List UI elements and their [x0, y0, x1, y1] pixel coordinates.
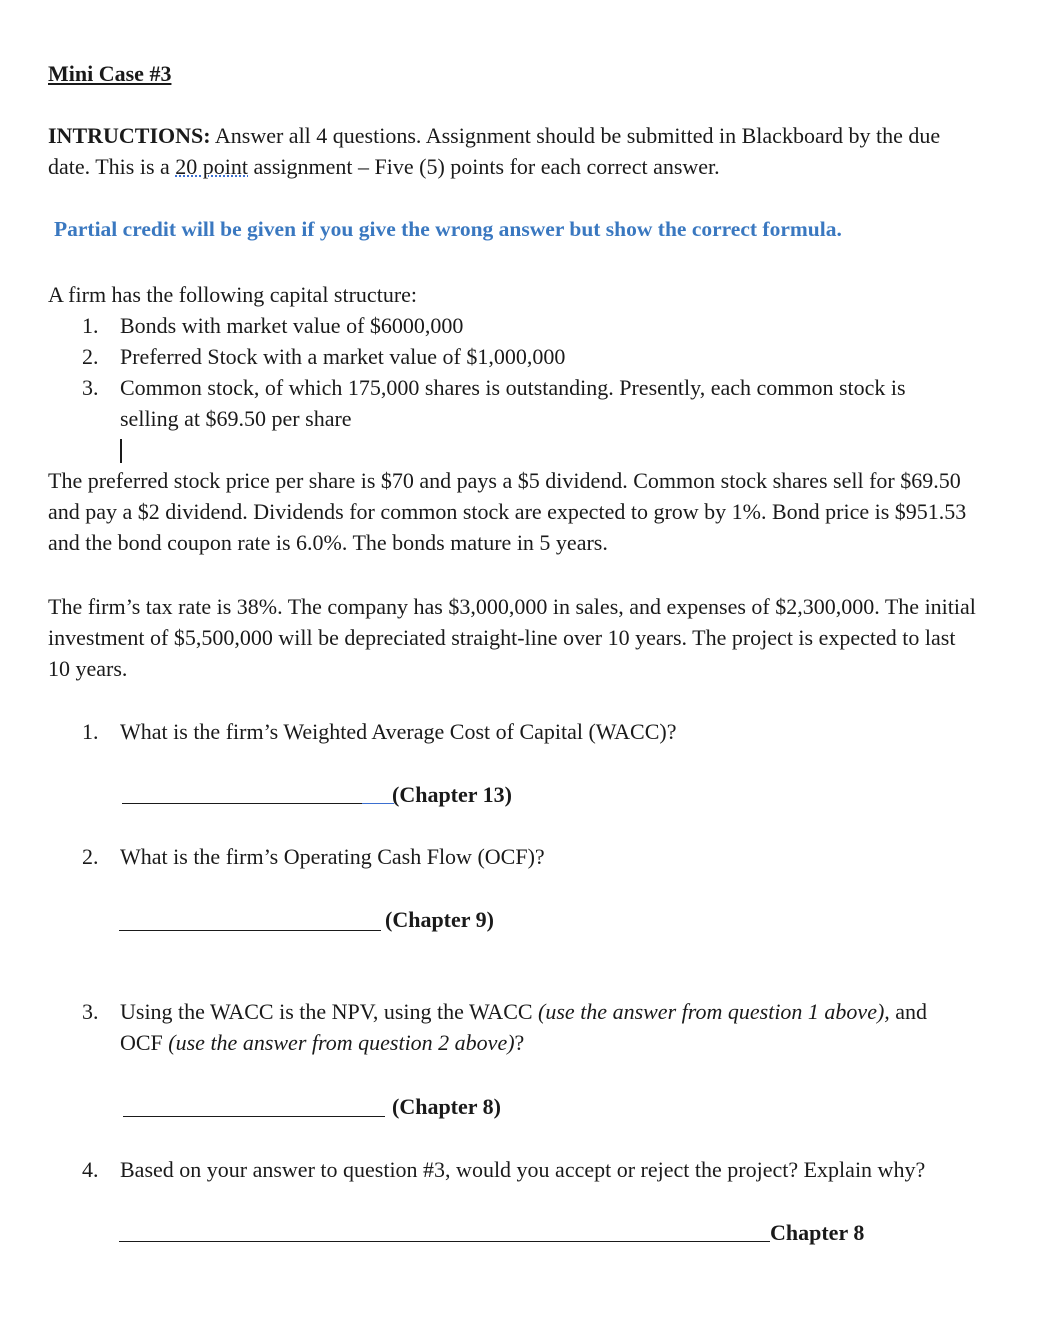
list-item: [82, 372, 950, 434]
list-item: [82, 310, 972, 341]
answer-blank-1-highlight: [362, 803, 394, 804]
question-text-2: and OCF: [120, 999, 928, 1055]
question-text: What is the firm’s Weighted Average Cost of Capital (WACC)?: [120, 719, 677, 744]
instructions-label: INTRUCTIONS:: [48, 123, 211, 148]
question-text-3: ?: [514, 1030, 525, 1055]
list-item-text: Preferred Stock with a market value of $1,000,000: [120, 344, 566, 369]
instructions-paragraph: [48, 120, 978, 182]
page-title: Mini Case #3: [48, 61, 172, 86]
question-1: [82, 716, 972, 747]
capital-structure-list: [82, 310, 972, 434]
list-number: 2.: [82, 344, 99, 369]
list-number: 3.: [82, 375, 99, 400]
chapter-ref-4: Chapter 8: [770, 1220, 865, 1245]
list-item-text: Bonds with market value of $6000,000: [120, 313, 464, 338]
answer-blank-4[interactable]: [119, 1241, 770, 1242]
question-number: 3.: [82, 999, 99, 1024]
answer-blank-2[interactable]: [119, 930, 381, 931]
chapter-ref-3: (Chapter 8): [392, 1094, 501, 1119]
question-text: Based on your answer to question #3, would you accept or reject the project? Explain why?: [120, 1157, 926, 1182]
point-value: 20 point: [175, 154, 249, 179]
answer-blank-3[interactable]: [123, 1116, 385, 1117]
question-3: [82, 996, 972, 1058]
question-hint-1: (use the answer from question 1 above),: [538, 999, 890, 1024]
question-4: [82, 1154, 972, 1185]
question-number: 1.: [82, 719, 99, 744]
project-paragraph: The firm’s tax rate is 38%. The company has $3,000,000 in sales, and expenses of $2,300,000. The initial investment of $5,500,000 will be depreciated straight-line over 10 years. The project is expected to last 10 years.: [48, 594, 976, 681]
text-cursor: [120, 439, 122, 463]
question-number: 4.: [82, 1157, 99, 1182]
list-number: 1.: [82, 313, 99, 338]
stock-bond-paragraph: The preferred stock price per share is $70 and pays a $5 dividend. Common stock shares sell for $69.50 and pay a $2 dividend. Dividends for common stock are expected to grow by 1%. Bond price is $951.53 and the bond coupon rate is 6.0%. The bonds mature in 5 years.: [48, 468, 967, 555]
answer-blank-1[interactable]: [122, 803, 392, 804]
question-text: What is the firm’s Operating Cash Flow (OCF)?: [120, 844, 545, 869]
instructions-text-2: assignment – Five (5) points for each correct answer.: [248, 154, 720, 179]
list-item: [82, 341, 972, 372]
partial-credit-note: Partial credit will be given if you give the wrong answer but show the correct formula.: [54, 217, 842, 241]
question-text: Using the WACC is the NPV, using the WACC: [120, 999, 539, 1024]
list-item-text: Common stock, of which 175,000 shares is outstanding. Presently, each common stock is selling at $69.50 per share: [120, 375, 906, 431]
instructions-text-1: Answer all 4 questions. Assignment should be submitted in Blackboard by the due date. This is a: [48, 123, 941, 179]
capital-structure-intro: A firm has the following capital structure:: [48, 282, 418, 307]
question-2: [82, 841, 972, 872]
question-hint-2: (use the answer from question 2 above): [168, 1030, 515, 1055]
chapter-ref-1: (Chapter 13): [392, 782, 512, 807]
chapter-ref-2: (Chapter 9): [385, 907, 494, 932]
question-number: 2.: [82, 844, 99, 869]
